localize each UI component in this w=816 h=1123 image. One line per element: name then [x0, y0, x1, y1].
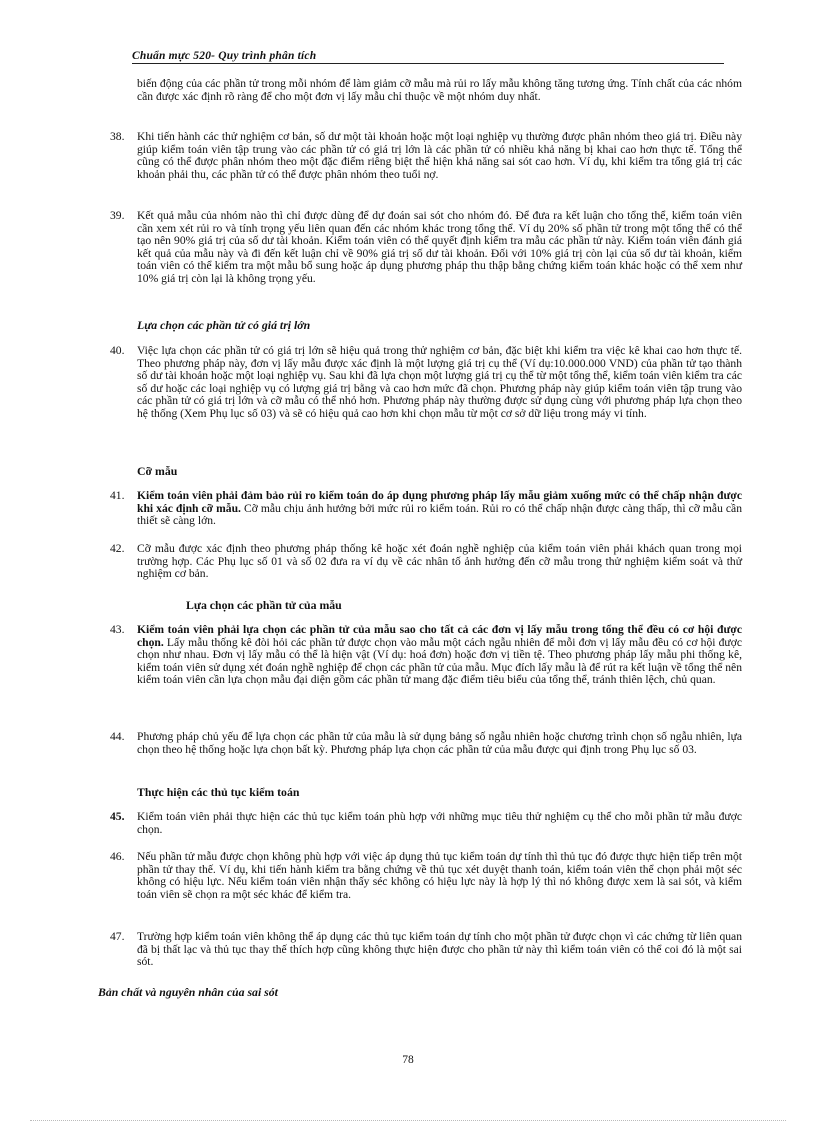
paragraph-41-number: 41. [110, 489, 125, 502]
paragraph-44: Phương pháp chủ yếu để lựa chọn các phần tử của mẫu là sử dụng bảng số ngẫu nhiên hoặc chương trình chọn số ngẫu nhiên, lựa chọn theo hệ thống hoặc lựa chọn bất kỳ. Phương pháp lựa chọn các phần tử của mẫu được qui định trong Phụ lục số 03. [137, 730, 742, 756]
paragraph-continued: biến động của các phần tử trong mỗi nhóm để làm giảm cỡ mẫu mà rủi ro lấy mẫu không tăng tương ứng. Tính chất của các nhóm cần được xác định rõ ràng để cho một đơn vị lấy mẫu chỉ thuộc về một nhóm duy nhất. [137, 77, 742, 103]
paragraph-43-text: Lấy mẫu thống kê đòi hỏi các phần tử được chọn vào mẫu một cách ngẫu nhiên để mỗi đơn vị lấy mẫu đều có cơ hội được chọn như nhau. Đơn vị lấy mẫu có thể là hiện vật (Ví dụ: hoá đơn) hoặc đơn vị tiền tệ. Theo phương pháp lấy mẫu phi thống kê, kiểm toán viên sử dụng xét đoán nghề nghiệp để chọn các phần tử của mẫu. Mục đích lấy mẫu là để rút ra kết luận về tổng thể nên kiểm toán viên cần lựa chọn mẫu đại diện gồm các phần tử mang đặc điểm tiêu biểu của tổng thể, tránh thiên lệch, chủ quan. [137, 635, 742, 687]
paragraph-47: Trường hợp kiểm toán viên không thể áp dụng các thủ tục kiểm toán dự tính cho một phần tử được chọn vì các chứng từ liên quan đã bị thất lạc và thủ tục thay thế thích hợp cũng không thực hiện được cho phần tử này thì kiểm toán viên có thể coi đó là một sai sót. [137, 930, 742, 969]
heading-audit-procedures: Thực hiện các thủ tục kiểm toán [137, 785, 300, 799]
paragraph-39-number: 39. [110, 209, 125, 222]
paragraph-41-text: Cỡ mẫu chịu ảnh hưởng bởi mức rủi ro kiểm toán. Rủi ro có thể chấp nhận được càng thấp, thì cỡ mẫu cần thiết sẽ càng lớn. [137, 501, 742, 528]
paragraph-39: Kết quả mẫu của nhóm nào thì chỉ được dùng để dự đoán sai sót cho nhóm đó. Để đưa ra kết luận cho tổng thể, kiểm toán viên cần xem xét rủi ro và tính trọng yếu liên quan đến các nhóm khác trong tổng thể. Ví dụ 20% số phần tử trong một tổng thể có thể tạo nên 90% giá trị của số dư tài khoản. Kiểm toán viên có thể quyết định kiểm tra mẫu các phần tử này. Kiểm toán viên đánh giá kết quả của mẫu này và đi đến kết luận chỉ về 90% giá trị số dư tài khoản. Đối với 10% giá trị còn lại của số dư tài khoản, kiểm toán viên có thể kiểm tra một mẫu bổ sung hoặc áp dụng phương pháp thu thập bằng chứng kiểm toán khác hoặc có thể xem như 10% giá trị còn lại là không trọng yếu. [137, 209, 742, 285]
heading-select-items: Lựa chọn các phần tử của mẫu [186, 598, 342, 612]
paragraph-45: Kiểm toán viên phải thực hiện các thủ tục kiểm toán phù hợp với những mục tiêu thử nghiệm cụ thể cho mỗi phần tử mẫu được chọn. [137, 810, 742, 836]
paragraph-44-number: 44. [110, 730, 125, 743]
paragraph-40: Việc lựa chọn các phần tử có giá trị lớn sẽ hiệu quả trong thử nghiệm cơ bản, đặc biệt khi kiểm tra việc kê khai cao hơn thực tế. Theo phương pháp này, đơn vị lấy mẫu được xác định là một lượng giá trị cụ thể (Ví dụ:10.000.000 VND) của phần tử tạo thành số dư tài khoản hoặc một loại nghiệp vụ. Sau khi đã lựa chọn một lượng giá trị cụ thể từ một tổng thể, kiểm toán viên kiểm tra các số dư hoặc các loại nghiệp vụ có lượng giá trị bằng và cao hơn mức đã chọn. Phương pháp này giúp kiểm toán viên tập trung vào các phần tử có giá trị lớn và cỡ mẫu có thể nhỏ hơn. Phương pháp này thường được sử dụng cùng với phương pháp lựa chọn theo hệ thống (Xem Phụ lục số 03) và sẽ có hiệu quả cao hơn khi chọn mẫu từ một cơ sở dữ liệu trong máy vi tính. [137, 344, 742, 420]
paragraph-42: Cỡ mẫu được xác định theo phương pháp thống kê hoặc xét đoán nghề nghiệp của kiểm toán viên phải khách quan trong mọi trường hợp. Các Phụ lục số 01 và số 02 đưa ra ví dụ về các nhân tố ảnh hưởng đến cỡ mẫu trong thử nghiệm kiểm soát và thử nghiệm cơ bản. [137, 542, 742, 581]
header-title: Chuẩn mực 520- Quy trình phân tích [132, 50, 317, 62]
paragraph-43-number: 43. [110, 623, 125, 636]
paragraph-42-number: 42. [110, 542, 125, 555]
paragraph-38: Khi tiến hành các thử nghiệm cơ bản, số dư một tài khoản hoặc một loại nghiệp vụ thường được phân nhóm theo giá trị. Điều này giúp kiểm toán viên tập trung vào các phần tử có giá trị lớn là các phần tử có nhiều khả năng bị khai cao hơn thực tế. Tổng thể cũng có thể được phân nhóm theo một đặc điểm riêng biệt thể hiện khả năng sai sót cao hơn. Ví dụ, khi kiểm tra tổng giá trị các khoản phải thu, các phần tử có thể được phân nhóm theo tuổi nợ. [137, 130, 742, 181]
paragraph-40-number: 40. [110, 344, 125, 357]
paragraph-46: Nếu phần tử mẫu được chọn không phù hợp với việc áp dụng thủ tục kiểm toán dự tính thì thủ tục đó được thực hiện tiếp trên một phần tử thay thế. Ví dụ, khi tiến hành kiểm tra bằng chứng về thủ tục xét duyệt thanh toán, kiểm toán viên thể chọn phải một séc không có hiệu lực. Nếu kiểm toán viên nhận thấy séc không có hiệu lực này là hợp lý thì nó không được xem là sai sót, và kiểm toán viên sẽ chọn ra một séc khác để kiểm tra. [137, 850, 742, 901]
heading-nature-causes: Bản chất và nguyên nhân của sai sót [98, 985, 278, 999]
paragraph-45-number: 45. [110, 810, 125, 823]
bottom-dotted-rule [30, 1120, 786, 1122]
paragraph-47-number: 47. [110, 930, 125, 943]
paragraph-38-number: 38. [110, 130, 125, 143]
paragraph-43-bold: Kiểm toán viên phải lựa chọn các phần tử của mẫu sao cho tất cả các đơn vị lấy mẫu trong tổng thể đều có cơ hội được chọn. [137, 623, 742, 649]
paragraph-43 [137, 624, 742, 687]
heading-sample-size: Cỡ mẫu [137, 464, 178, 478]
paragraph-41-bold: Kiểm toán viên phải đảm bảo rủi ro kiểm toán do áp dụng phương pháp lấy mẫu giảm xuống mức có thể chấp nhận được khi xác định cỡ mẫu. [137, 489, 742, 515]
paragraph-46-number: 46. [110, 850, 125, 863]
paragraph-41 [137, 490, 742, 528]
heading-large-items: Lựa chọn các phần tử có giá trị lớn [137, 318, 311, 332]
page-number: 78 [402, 1054, 414, 1066]
page-header [132, 47, 724, 64]
